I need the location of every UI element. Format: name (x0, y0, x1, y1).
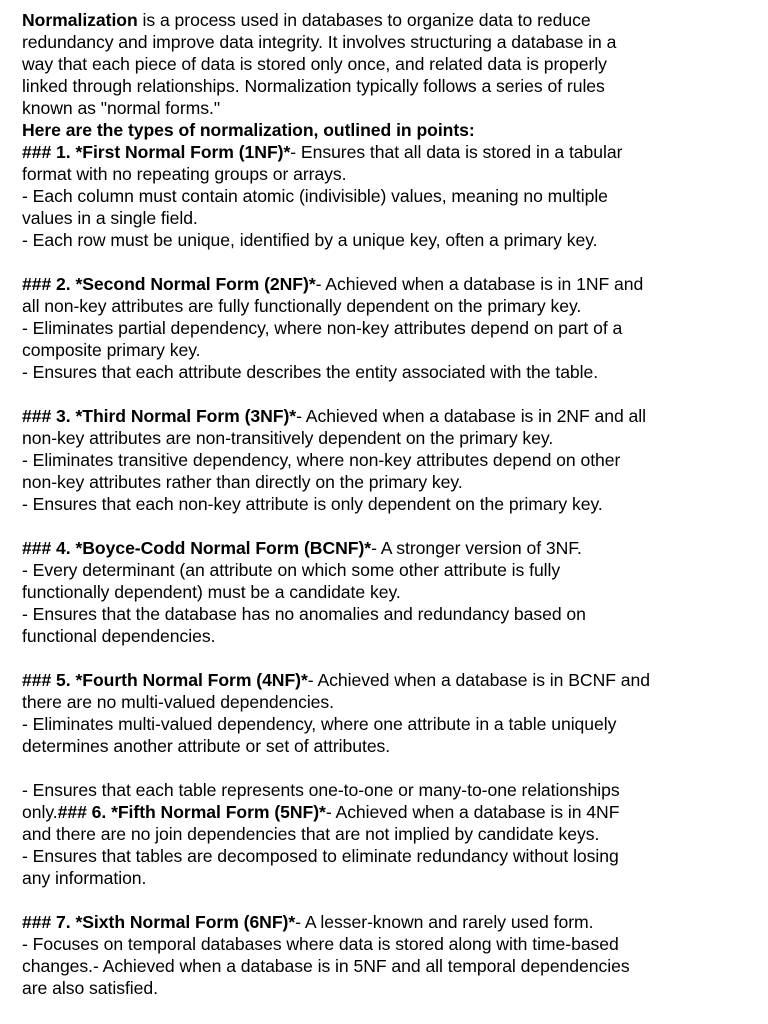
paragraph-gap (22, 889, 748, 911)
section-heading: ### 2. *Second Normal Form (2NF)* (22, 274, 316, 294)
paragraph-gap (22, 383, 748, 405)
text-line: ### 3. *Third Normal Form (3NF)*- Achieved when a database is in 2NF and all (22, 406, 646, 426)
text-line: Normalization is a process used in databases to organize data to reduce (22, 10, 591, 30)
text-line: - Each column must contain atomic (indivisible) values, meaning no multiple (22, 186, 608, 206)
text-line: determines another attribute or set of attributes. (22, 736, 391, 756)
section-4nf (22, 669, 748, 757)
section-1nf (22, 141, 748, 251)
text-line: ### 4. *Boyce-Codd Normal Form (BCNF)*- A stronger version of 3NF. (22, 538, 582, 558)
text-line: - Every determinant (an attribute on which some other attribute is fully (22, 560, 561, 580)
types-heading: Here are the types of normalization, outlined in points: (22, 120, 475, 140)
text-line: - Ensures that each table represents one-to-one or many-to-one relationships (22, 780, 620, 800)
text-line: ### 5. *Fourth Normal Form (4NF)*- Achieved when a database is in BCNF and (22, 670, 650, 690)
text-line: format with no repeating groups or arrays. (22, 164, 347, 184)
section-5nf (22, 779, 748, 889)
text-line: - Ensures that tables are decomposed to eliminate redundancy without losing (22, 846, 619, 866)
text-line: - Ensures that the database has no anomalies and redundancy based on (22, 604, 586, 624)
section-heading: ### 5. *Fourth Normal Form (4NF)* (22, 670, 308, 690)
text-line: are also satisfied. (22, 978, 158, 998)
text-line: changes.- Achieved when a database is in 5NF and all temporal dependencies (22, 956, 630, 976)
text-line: ### 1. *First Normal Form (1NF)*- Ensures that all data is stored in a tabular (22, 142, 623, 162)
section-heading: ### 6. *Fifth Normal Form (5NF)* (57, 802, 326, 822)
text-line: - Eliminates multi-valued dependency, where one attribute in a table uniquely (22, 714, 617, 734)
text-line: redundancy and improve data integrity. It involves structuring a database in a (22, 32, 617, 52)
text-line: all non-key attributes are fully functionally dependent on the primary key. (22, 296, 582, 316)
paragraph-gap (22, 515, 748, 537)
section-heading: ### 3. *Third Normal Form (3NF)* (22, 406, 297, 426)
term-normalization: Normalization (22, 10, 138, 30)
text-line: - Eliminates partial dependency, where non-key attributes depend on part of a (22, 318, 623, 338)
text-line: - Ensures that each attribute describes the entity associated with the table. (22, 362, 599, 382)
text-line: functionally dependent) must be a candidate key. (22, 582, 401, 602)
section-bcnf (22, 537, 748, 647)
text-line: non-key attributes are non-transitively dependent on the primary key. (22, 428, 554, 448)
text-line: - Ensures that each non-key attribute is only dependent on the primary key. (22, 494, 603, 514)
text-line: and there are no join dependencies that are not implied by candidate keys. (22, 824, 600, 844)
text-line: non-key attributes rather than directly on the primary key. (22, 472, 463, 492)
section-2nf (22, 273, 748, 383)
section-6nf (22, 911, 748, 999)
text-line: known as "normal forms." (22, 98, 221, 118)
text-line: only.### 6. *Fifth Normal Form (5NF)*- Achieved when a database is in 4NF (22, 802, 620, 822)
section-3nf (22, 405, 748, 515)
text-line: way that each piece of data is stored only once, and related data is properly (22, 54, 607, 74)
text-line: ### 7. *Sixth Normal Form (6NF)*- A lesser-known and rarely used form. (22, 912, 594, 932)
paragraph-gap (22, 251, 748, 273)
section-heading: ### 4. *Boyce-Codd Normal Form (BCNF)* (22, 538, 372, 558)
paragraph-gap (22, 647, 748, 669)
text-line: values in a single field. (22, 208, 198, 228)
paragraph-gap (22, 757, 748, 779)
text-line: any information. (22, 868, 147, 888)
text-line: - Each row must be unique, identified by a unique key, often a primary key. (22, 230, 598, 250)
intro-paragraph (22, 9, 748, 119)
text-line: linked through relationships. Normalization typically follows a series of rules (22, 76, 605, 96)
section-heading: ### 7. *Sixth Normal Form (6NF)* (22, 912, 296, 932)
text-line: there are no multi-valued dependencies. (22, 692, 335, 712)
text-line: functional dependencies. (22, 626, 216, 646)
text-line: ### 2. *Second Normal Form (2NF)*- Achieved when a database is in 1NF and (22, 274, 644, 294)
text-line: - Focuses on temporal databases where data is stored along with time-based (22, 934, 619, 954)
text-line: - Eliminates transitive dependency, where non-key attributes depend on other (22, 450, 621, 470)
section-heading: ### 1. *First Normal Form (1NF)* (22, 142, 291, 162)
text-line: composite primary key. (22, 340, 201, 360)
